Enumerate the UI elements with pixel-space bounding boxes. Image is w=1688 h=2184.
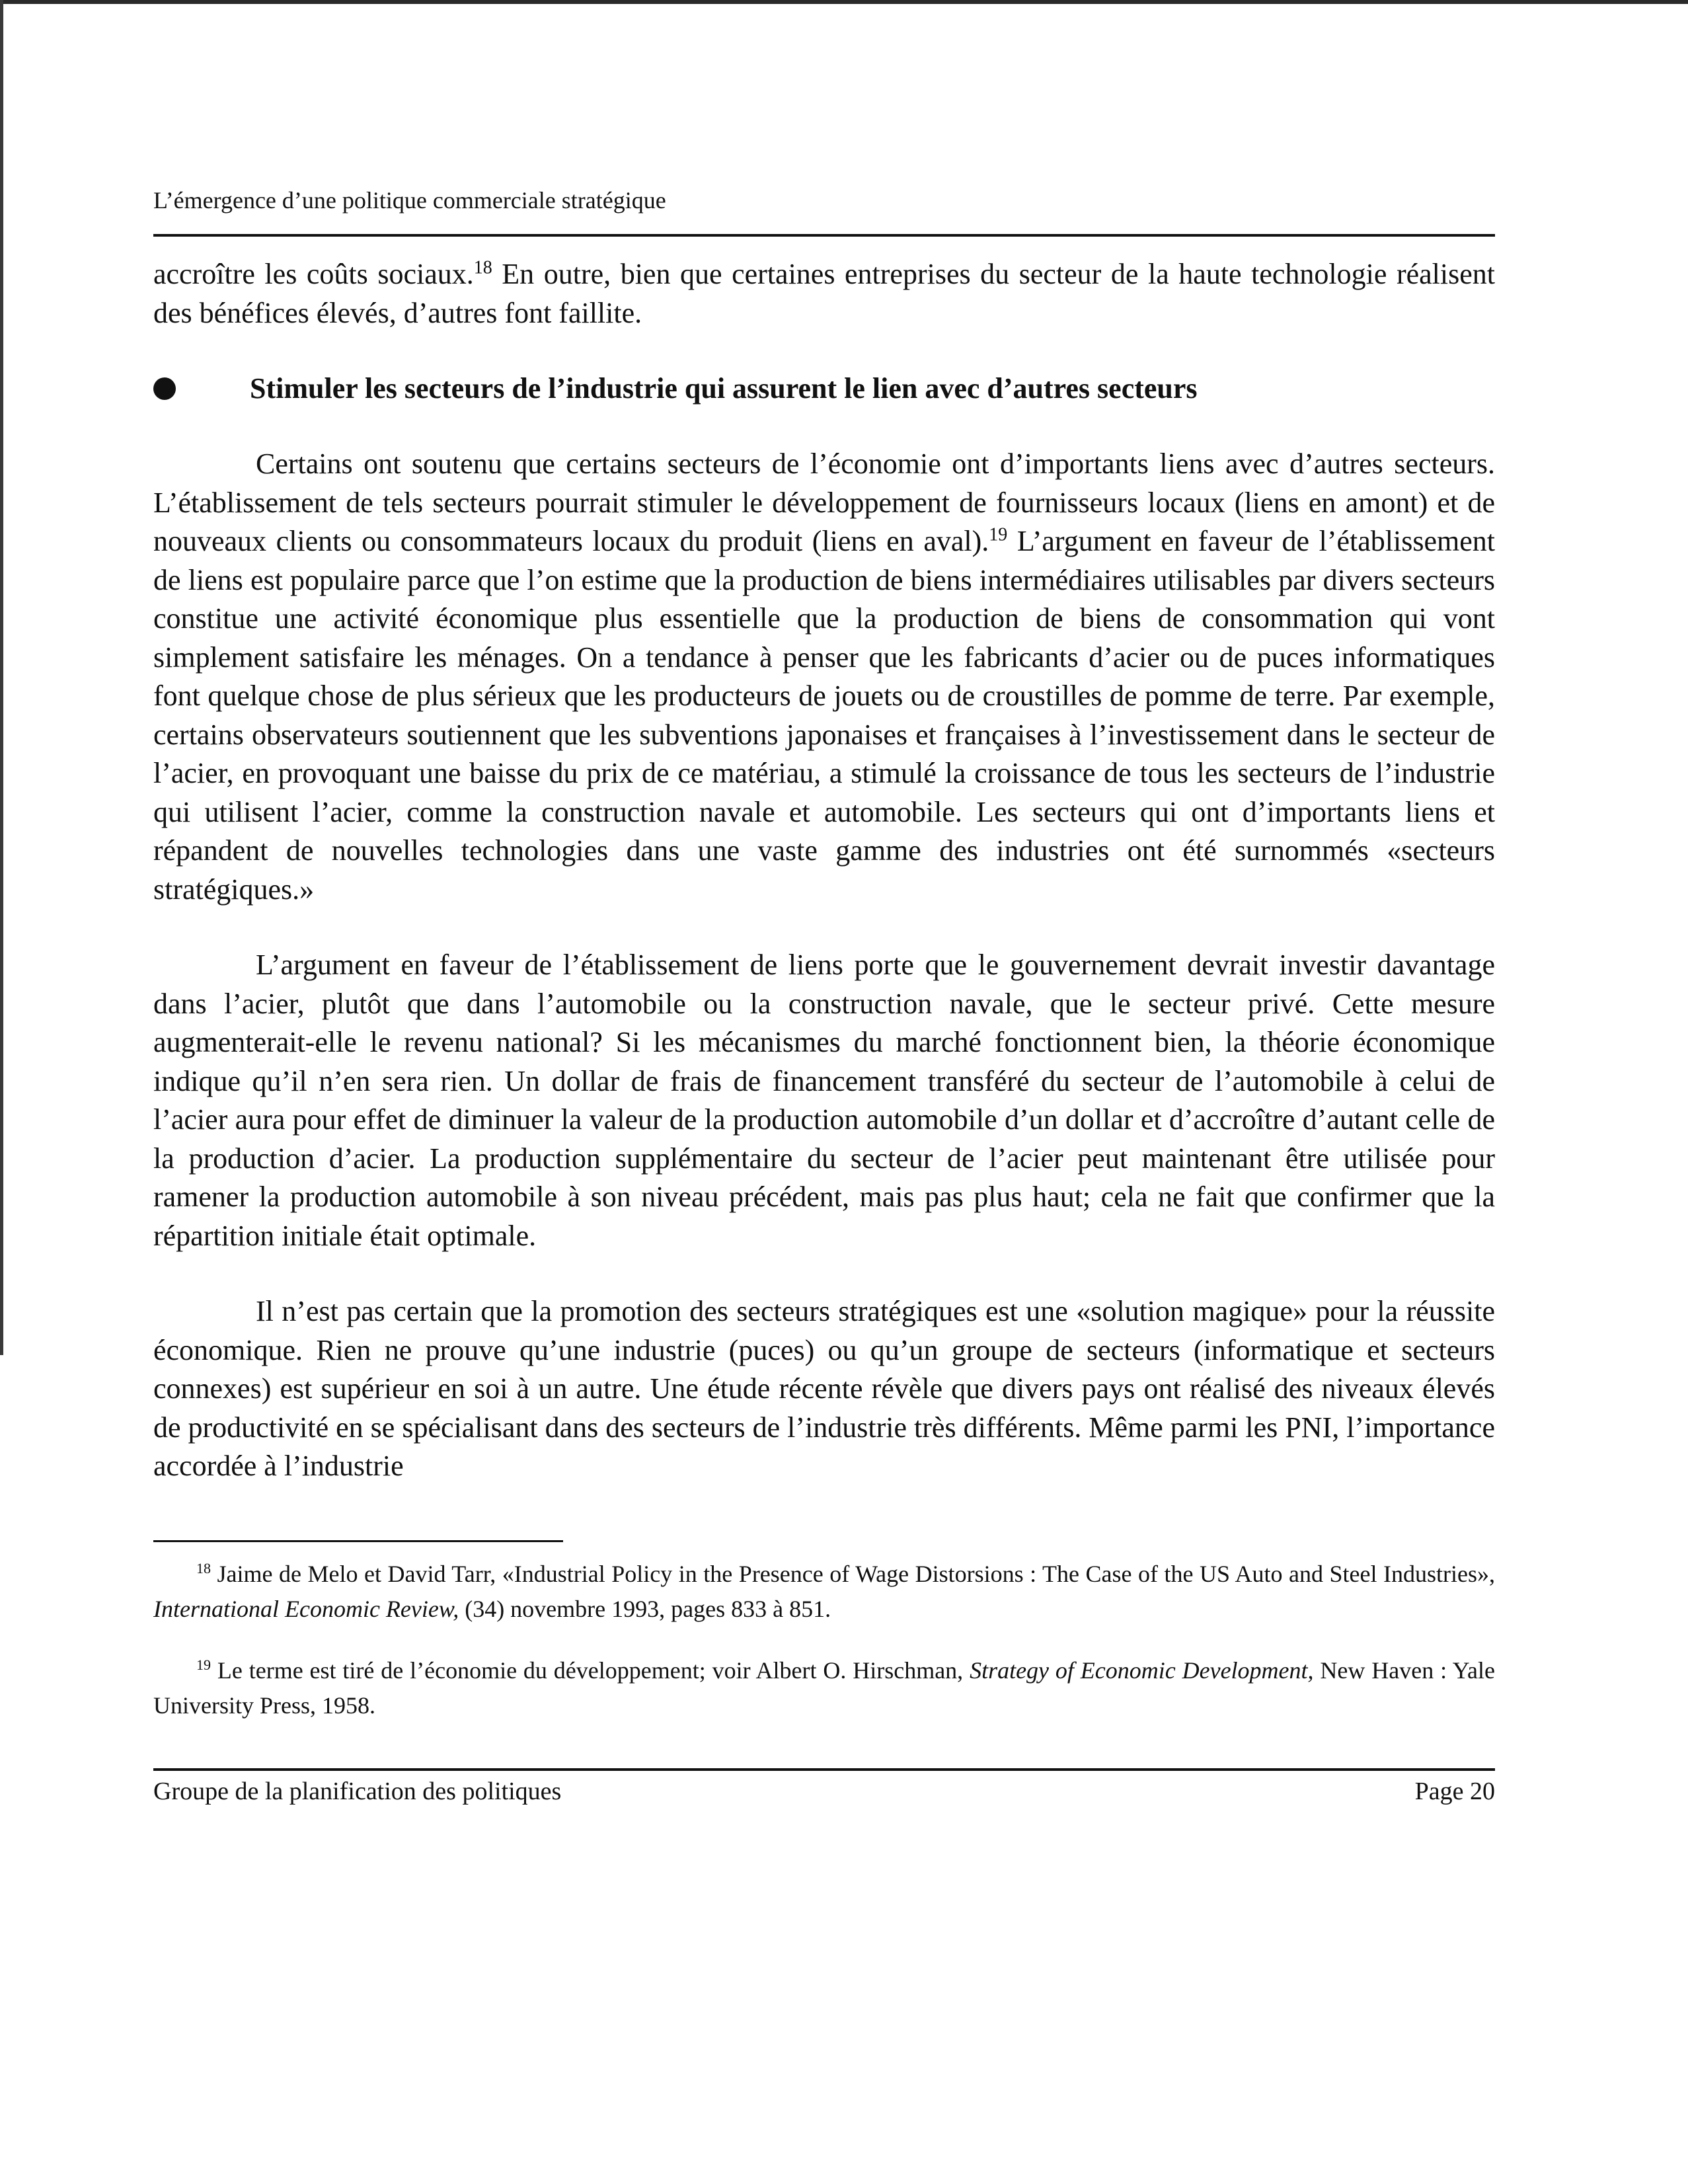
footnote-title: International Economic Review, (153, 1595, 459, 1622)
intro-text-b: En outre, bien que certaines entreprises du secteur de la haute technologie réalisent des bénéfices élevés, d’autres font faillite. (153, 258, 1496, 329)
spacer (153, 1255, 1495, 1292)
intro-text-a: accroître les coûts sociaux. (153, 258, 474, 290)
footnote-19 (153, 1653, 1495, 1723)
paragraph-1 (153, 445, 1495, 909)
footnote-18 (153, 1557, 1495, 1627)
paragraph-1-text-b: L’argument en faveur de l’établissement de liens est populaire parce que l’on estime que la production de biens intermédiaires utilisables par divers secteurs constitue une activité économique plus essentielle que la production de biens de consommation qui vont simplement satisfaire les ménages. On a tendance à penser que les fabricants d’acier ou de puces informatiques font quelque chose de plus sérieux que les producteurs de jouets ou de croustilles de pomme de terre. Par exemple, certains observateurs soutiennent que les subventions japonaises et françaises à l’investissement dans le secteur de l’acier, en provoquant une baisse du prix de ce matériau, a stimulé la croissance de tous les secteurs de l’industrie qui utilisent l’acier, comme la construction navale et automobile. Les secteurs qui ont d’importants liens et répandent de nouvelles technologies dans une vaste gamme des industries ont été surnommés «secteurs stratégiques.» (153, 525, 1496, 906)
header-rule (153, 234, 1495, 237)
document-page (153, 185, 1495, 1808)
section-heading (153, 370, 1495, 408)
footnote-text: Jaime de Melo et David Tarr, «Industrial Policy in the Presence of Wage Distorsions : The Case of the US Auto and Steel Industries», (211, 1560, 1495, 1587)
spacer (153, 1486, 1495, 1540)
page-footer (153, 1775, 1495, 1808)
intro-paragraph (153, 255, 1495, 332)
scan-edge-left (0, 0, 3, 1355)
running-head: L’émergence d’une politique commerciale stratégique (153, 187, 666, 214)
footnote-text: (34) novembre 1993, pages 833 à 851. (459, 1595, 831, 1622)
spacer (153, 332, 1495, 370)
footnote-number: 19 (196, 1656, 211, 1673)
footer-rule (153, 1768, 1495, 1771)
footnote-title: Strategy of Economic Development, (970, 1657, 1314, 1684)
page-number: Page 20 (1414, 1777, 1495, 1805)
footnote-number: 18 (196, 1559, 211, 1577)
bullet-icon (153, 377, 176, 400)
spacer (153, 408, 1495, 445)
footnote-rule (153, 1540, 563, 1542)
footnote-text: New Haven : Yale University Press, 1958. (153, 1657, 1495, 1719)
footnote-ref-18: 18 (473, 257, 492, 278)
footnote-text: Le terme est tiré de l’économie du développement; voir Albert O. Hirschman, (211, 1657, 970, 1684)
footnote-ref-19: 19 (989, 524, 1008, 545)
footer-organization: Groupe de la planification des politiques (153, 1777, 562, 1805)
paragraph-2: L’argument en faveur de l’établissement de liens porte que le gouvernement devrait investir davantage dans l’acier, plutôt que dans l’automobile ou la construction navale, que le secteur privé. Cette mesure augmenterait-elle le revenu national? Si les mécanismes du marché fonctionnent bien, la théorie économique indique qu’il n’en sera rien. Un dollar de frais de financement transféré du secteur de l’automobile à celui de l’acier aura pour effet de diminuer la valeur de la production automobile d’un dollar et d’accroître d’autant celle de la production d’acier. La production supplémentaire du secteur de l’acier peut maintenant être utilisée pour ramener la production automobile à son niveau précédent, mais pas plus haut; cela ne fait que confirmer que la répartition initiale était optimale. (153, 949, 1495, 1252)
section-heading-text: Stimuler les secteurs de l’industrie qui assurent le lien avec d’autres secteurs (250, 372, 1198, 405)
scan-edge-top (0, 0, 1688, 4)
paragraph-3: Il n’est pas certain que la promotion des secteurs stratégiques est une «solution magique» pour la réussite économique. Rien ne prouve qu’une industrie (puces) ou qu’un groupe de secteurs (informatique et secteurs connexes) est supérieur en soi à un autre. Une étude récente révèle que divers pays ont réalisé des niveaux élevés de productivité en se spécialisant dans des secteurs de l’industrie très différents. Même parmi les PNI, l’importance accordée à l’industrie (153, 1295, 1495, 1482)
spacer (153, 909, 1495, 946)
paragraph-1-text-a: Certains ont soutenu que certains secteurs de l’économie ont d’importants liens avec d’autres secteurs. L’établissement de tels secteurs pourrait stimuler le développement de fournisseurs locaux (liens en amont) et de nouveaux clients ou consommateurs locaux du produit (liens en aval). (153, 448, 1495, 557)
spacer (153, 1750, 1495, 1768)
